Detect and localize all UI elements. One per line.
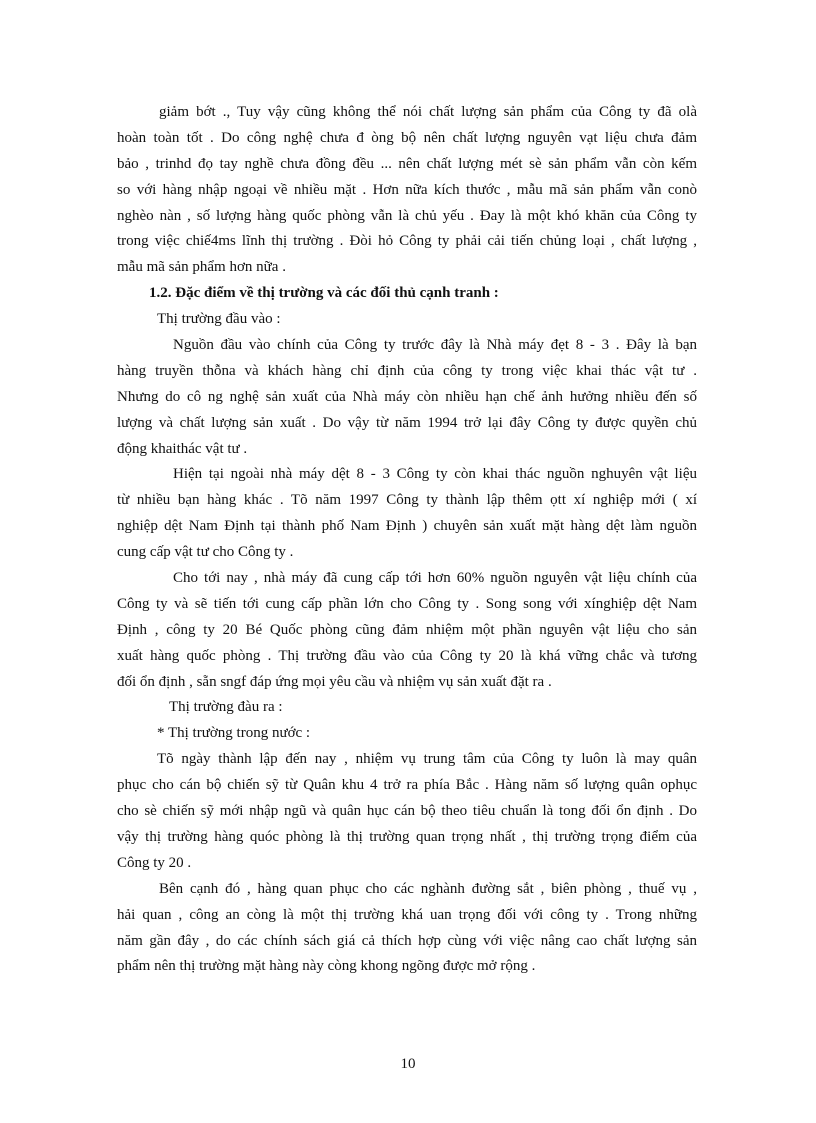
text-line: từ nhiều bạn hàng khác . Tõ năm 1997 Công ty thành lập thêm ọtt xí nghiệp mới ( xí xyxy=(117,492,697,509)
subheading: * Thị trường trong nước : xyxy=(157,725,311,742)
text-line: Tõ ngày thành lập đến nay , nhiệm vụ trung tâm của Công ty luôn là may quân xyxy=(157,751,697,768)
text-line: lượng và chất lượng sản xuất . Do vậy từ năm 1994 trở lại đây Công ty được quyền chủ xyxy=(117,414,697,431)
section-heading: 1.2. Đặc điểm về thị trường và các đối thủ cạnh tranh : xyxy=(149,285,499,302)
text-line: mẫu mã sản phẩm hơn nữa . xyxy=(117,259,286,276)
text-line: bảo , trinhd đọ tay nghề chưa đồng đều ... nên chất lượng mét sè sản phẩm vẫn còn kếm xyxy=(117,155,697,172)
text-line: động khaithác vật tư . xyxy=(117,440,248,457)
text-line: so với hàng nhập ngoại về nhiều mặt . Hơn nữa kích thước , mẫu mã sản phẩm vẫn conò xyxy=(117,181,697,198)
text-line: năm gần đây , do các chính sách giá cả thích hợp cùng với việc nâng cao chất lượng sản xyxy=(117,932,697,949)
text-line: phẩm nên thị trường mặt hàng này còng khong ngõng được mở rộng . xyxy=(117,958,536,975)
text-line: vậy thị trường hàng quóc phòng là thị trường quan trọng nhất , thị trường trọng điểm của xyxy=(117,828,697,845)
text-line: hải quan , công an còng là một thị trường khá uan trọng đối với công ty . Trong những xyxy=(117,906,697,923)
text-line: Hiện tại ngoài nhà máy dệt 8 - 3 Công ty còn khai thác nguồn nghuyên vật liệu xyxy=(173,466,697,483)
text-line: Định , công ty 20 Bé Quốc phòng cũng đảm nhiệm một phần nguyên vật liệu cho sản xyxy=(117,621,697,638)
text-line: đối ổn định , sẵn sngf đáp ứng mọi yêu cầu và nhiệm vụ sản xuất đặt ra . xyxy=(117,673,552,690)
text-line: giảm bớt ., Tuy vậy cũng không thể nói chất lượng sản phẩm của Công ty đã olà xyxy=(159,104,697,120)
text-line: Cho tới nay , nhà máy đã cung cấp tới hơn 60% nguồn nguyên vật liệu chính của xyxy=(173,570,697,587)
subheading: Thị trường đầu vào : xyxy=(157,311,281,328)
text-line: phục cho cán bộ chiến sỹ từ Quân khu 4 trở ra phía Bắc . Hàng năm số lượng quân ophục xyxy=(117,777,697,794)
text-line: Nhưng do cô ng nghệ sản xuất của Nhà máy còn nhiều hạn chế ảnh hưởng nhiều đến số xyxy=(117,388,697,405)
subheading: Thị trường đàu ra : xyxy=(169,699,283,716)
body-text xyxy=(117,100,697,980)
text-line: nghèo nàn , số lượng hàng quốc phòng vẫn là chủ yếu . Đay là một khó khăn của Công ty xyxy=(117,207,697,224)
text-line: Nguồn đầu vào chính của Công ty trước đây là Nhà máy đẹt 8 - 3 . Đây là bạn xyxy=(173,337,697,354)
text-line: Công ty và sẽ tiến tới cung cấp phần lớn cho Công ty . Song song với xínghiệp dệt Nam xyxy=(117,595,697,612)
page-number: 10 xyxy=(400,1056,416,1072)
text-line: cho sè chiến sỹ mới nhập ngũ và quân hục cán bộ theo tiêu chuẩn là tong đối ổn định . Do xyxy=(117,803,697,820)
text-line: Bên cạnh đó , hàng quan phục cho các nghành đường sắt , biên phòng , thuế vụ , xyxy=(159,880,697,897)
text-line: trong việc chiế4ms lĩnh thị trường . Đòi hỏ Công ty phải cải tiến chủng loại , chất lượng , xyxy=(117,233,697,250)
text-line: hoàn toàn tốt . Do công nghệ chưa đ òng bộ nên chất lượng nguyên vạt liệu chưa đảm xyxy=(117,129,697,146)
text-line: xuất hàng quốc phòng . Thị trường đầu vào của Công ty 20 là khá vững chắc và tương xyxy=(117,647,697,664)
text-line: Công ty 20 . xyxy=(117,854,192,871)
text-line: hàng truyền thỗna và khách hàng chỉ định của công ty trong việc khai thác vật tư . xyxy=(117,362,697,379)
text-line: cung cấp vật tư cho Công ty . xyxy=(117,544,294,561)
text-line: nghiệp dệt Nam Định tại thành phố Nam Định ) chuyên sản xuất mặt hàng dệt làm nguồn xyxy=(117,518,697,535)
